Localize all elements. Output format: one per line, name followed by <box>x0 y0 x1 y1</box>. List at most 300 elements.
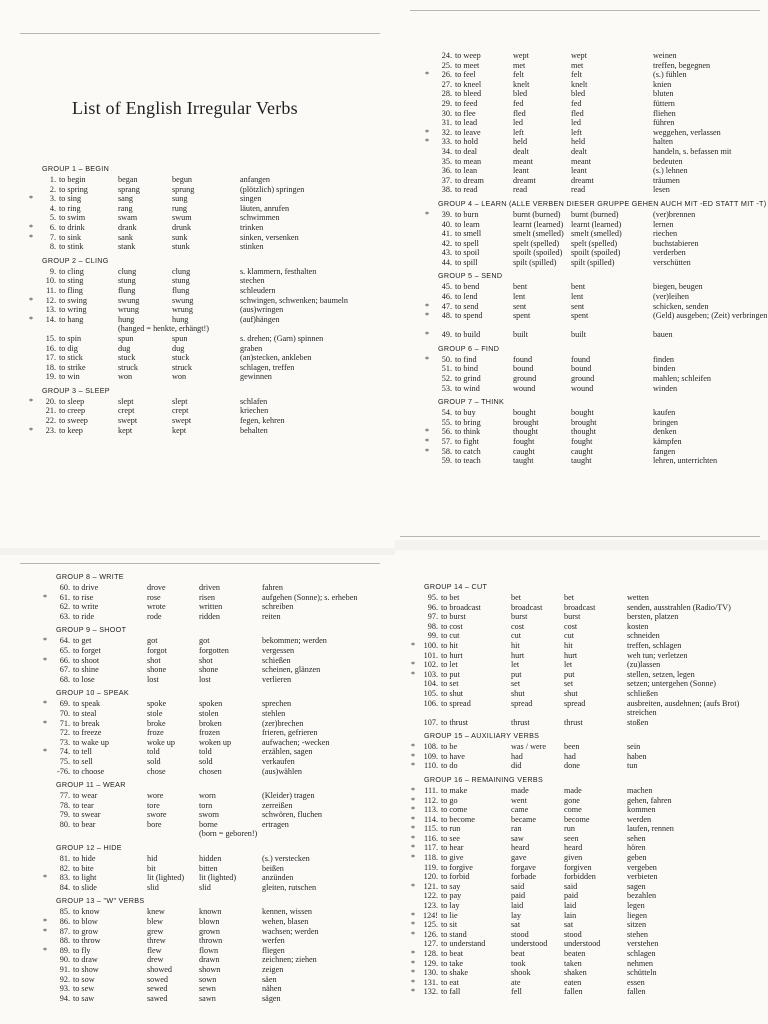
past-participle: spread <box>564 698 586 708</box>
verb-number: 114. <box>423 814 438 824</box>
verb-row <box>42 324 210 334</box>
past-participle: taught <box>571 456 592 466</box>
verb-row <box>425 301 766 312</box>
past-participle: given <box>564 853 583 863</box>
verb-number: 97. <box>427 612 438 622</box>
verb-row <box>411 843 646 853</box>
infinitive: to dream <box>455 175 484 185</box>
past-participle: said <box>564 881 578 891</box>
past-simple: got <box>147 636 158 646</box>
past-participle: worn <box>199 791 216 801</box>
past-simple: kept <box>118 425 133 435</box>
german-meaning: sprechen <box>262 699 292 709</box>
verb-number: 59. <box>441 456 452 466</box>
infinitive: to kneel <box>455 79 482 89</box>
infinitive: to lend <box>455 292 478 302</box>
past-participle: blown <box>199 917 220 927</box>
star-marker: * <box>29 222 34 232</box>
verb-row <box>411 640 682 651</box>
star-marker: * <box>411 824 416 834</box>
infinitive: to build <box>455 330 481 340</box>
group-heading: GROUP 2 – CLING <box>42 255 109 265</box>
verb-row <box>423 862 657 873</box>
verb-row <box>56 955 317 965</box>
infinitive: to break <box>73 718 100 728</box>
infinitive: to sweep <box>59 416 88 426</box>
infinitive: to catch <box>455 446 481 456</box>
past-simple: (hanged = henkte, erhängt!) <box>118 324 210 334</box>
verb-number: 37. <box>441 175 452 185</box>
past-simple: was / were <box>511 742 547 752</box>
past-participle: slid <box>199 882 211 892</box>
past-simple: found <box>513 354 533 364</box>
verb-number: 89. <box>59 945 70 955</box>
verb-number: 29. <box>441 98 452 108</box>
verb-number: 3. <box>49 194 56 204</box>
verb-number: 119. <box>423 862 438 872</box>
verb-number: 95. <box>427 593 438 602</box>
past-participle: thrust <box>564 717 583 727</box>
verb-row <box>425 354 766 365</box>
infinitive: to sting <box>59 276 84 286</box>
past-simple: tore <box>147 800 160 810</box>
verb-row <box>56 810 323 820</box>
past-simple: drank <box>118 222 137 232</box>
verb-number: 26. <box>441 70 452 80</box>
past-participle: burnt (burned) <box>571 209 619 219</box>
verb-row <box>42 353 312 363</box>
verb-row <box>29 295 349 306</box>
verb-row <box>56 674 292 685</box>
past-simple: lent <box>513 292 526 302</box>
german-meaning: (auf)hängen <box>240 314 280 324</box>
verb-number: 90. <box>59 955 70 965</box>
verb-number: 46. <box>441 292 452 302</box>
verb-row <box>425 209 766 220</box>
german-meaning: verderben <box>653 248 686 258</box>
past-participle: broken <box>199 718 222 728</box>
infinitive: to hang <box>59 314 84 324</box>
german-meaning: säen <box>262 974 277 984</box>
verb-number: 55. <box>441 417 452 427</box>
infinitive: to swing <box>59 295 87 305</box>
german-meaning: machen <box>627 785 653 795</box>
german-meaning: weh tun; verletzen <box>627 650 688 660</box>
german-meaning: (plötzlich) springen <box>240 184 305 194</box>
star-marker: * <box>411 669 416 679</box>
past-simple: ground <box>513 374 537 384</box>
infinitive: to feed <box>455 98 478 108</box>
verb-number: 79. <box>59 810 70 820</box>
infinitive: to ring <box>59 203 81 213</box>
past-participle: grown <box>199 926 220 936</box>
past-participle: written <box>199 602 223 612</box>
infinitive: to wake up <box>73 737 109 747</box>
past-participle: dealt <box>571 146 587 156</box>
infinitive: to stink <box>59 242 84 252</box>
infinitive: to grind <box>455 374 481 384</box>
past-simple: froze <box>147 728 164 738</box>
german-meaning: bekommen; werden <box>262 636 327 646</box>
verb-number: 109. <box>423 751 438 761</box>
verb-row <box>438 364 766 374</box>
infinitive: to sell <box>73 756 93 766</box>
past-simple: wore <box>147 791 164 801</box>
star-marker: * <box>43 917 48 927</box>
verb-number: 115. <box>423 824 438 834</box>
past-participle: flung <box>172 285 190 295</box>
german-meaning: fliehen <box>653 108 676 118</box>
group-heading: GROUP 14 – CUT <box>424 582 488 591</box>
verb-number: 4. <box>49 203 56 213</box>
german-meaning: finden <box>653 354 674 364</box>
infinitive: to light <box>73 873 97 883</box>
infinitive: to smell <box>455 229 482 239</box>
verb-row <box>438 248 766 258</box>
verb-row <box>29 194 262 204</box>
past-simple: struck <box>118 362 139 372</box>
infinitive: to lie <box>441 910 458 920</box>
verb-number: 16. <box>45 343 56 353</box>
infinitive: to set <box>441 679 459 689</box>
verb-number: 23. <box>45 425 56 435</box>
past-simple: became <box>511 814 536 824</box>
infinitive: to bleed <box>455 89 482 99</box>
german-meaning: bezahlen <box>627 891 657 901</box>
verb-number: 42. <box>441 238 452 248</box>
verb-number: 15. <box>45 333 56 343</box>
past-simple: thought <box>513 427 539 437</box>
past-participle: bound <box>571 364 592 374</box>
german-meaning: verstehen <box>627 939 659 949</box>
verb-number: 77. <box>59 791 70 801</box>
verb-number: -76. <box>57 766 70 776</box>
german-meaning: vergeben <box>627 862 657 872</box>
infinitive: to wear <box>73 791 98 801</box>
infinitive: to grow <box>73 926 99 936</box>
star-marker: * <box>43 636 48 646</box>
past-simple: woke up <box>147 737 175 747</box>
german-meaning: handeln, s. befassen mit <box>653 146 732 156</box>
infinitive: to lead <box>455 118 478 128</box>
german-meaning: kosten <box>627 621 649 631</box>
german-meaning: zeigen <box>262 965 284 974</box>
verb-number: 58. <box>441 446 452 456</box>
verb-row <box>56 611 281 622</box>
verb-row <box>29 232 299 243</box>
german-meaning: denken <box>653 427 677 437</box>
german-meaning: wachsen; werden <box>262 926 319 936</box>
german-meaning: (ver)leihen <box>653 292 689 302</box>
german-meaning: zerreißen <box>262 800 293 810</box>
german-meaning: ausbreiten, ausdehnen; (aufs Brot) streichen <box>627 698 740 718</box>
group-heading: GROUP 7 – THINK <box>438 397 505 407</box>
star-marker: * <box>411 761 416 771</box>
verb-number: 63. <box>59 611 70 621</box>
infinitive: to bear <box>73 819 96 829</box>
infinitive: to lose <box>73 674 95 684</box>
past-simple: fought <box>513 437 535 446</box>
star-marker: * <box>411 881 416 891</box>
past-participle: spelt (spelled) <box>571 238 618 248</box>
german-meaning: sägen <box>262 993 281 1003</box>
infinitive: to become <box>441 814 475 824</box>
verb-row <box>438 374 766 384</box>
verb-row <box>411 958 653 969</box>
verb-row <box>423 688 658 699</box>
star-marker: * <box>29 194 34 204</box>
verb-number: 126. <box>423 929 438 939</box>
past-participle: hung <box>172 314 189 324</box>
past-participle: drawn <box>199 955 220 965</box>
verb-number: 36. <box>441 166 452 176</box>
past-simple: burst <box>511 612 528 622</box>
past-participle: sewn <box>199 984 216 994</box>
past-simple: built <box>513 330 529 340</box>
infinitive: to find <box>455 354 477 364</box>
past-participle: built <box>571 330 587 340</box>
german-meaning: verlieren <box>262 674 292 684</box>
verb-number: 34. <box>441 146 452 156</box>
past-simple: met <box>513 60 526 70</box>
past-simple: dealt <box>513 146 529 156</box>
verb-row <box>411 751 647 762</box>
infinitive: to drink <box>59 222 85 232</box>
infinitive: to feel <box>455 70 476 80</box>
past-participle: set <box>564 679 574 689</box>
infinitive: to forbid <box>441 872 470 882</box>
infinitive: to begin <box>59 175 86 184</box>
verb-number: 30. <box>441 108 452 118</box>
past-participle: known <box>199 907 222 917</box>
past-participle: beaten <box>564 949 586 958</box>
verb-row <box>424 602 731 613</box>
verb-number: 54. <box>441 408 452 418</box>
german-meaning: stellen, setzen, legen <box>627 669 695 679</box>
past-participle: burst <box>564 612 581 622</box>
verb-row <box>56 665 321 675</box>
past-simple: told <box>147 747 160 757</box>
infinitive: to sink <box>59 232 82 242</box>
group-heading: GROUP 12 – HIDE <box>56 843 122 853</box>
german-meaning: kennen, wissen <box>262 907 313 917</box>
past-simple: showed <box>147 965 173 974</box>
verb-number: 74. <box>59 747 70 757</box>
past-participle: seen <box>564 833 579 843</box>
past-simple: laid <box>511 901 524 911</box>
german-meaning: singen <box>240 194 262 204</box>
infinitive: to leave <box>455 127 481 137</box>
german-meaning: graben <box>240 343 263 353</box>
german-meaning: schleudern <box>240 285 276 295</box>
german-meaning: winden <box>653 383 678 393</box>
verb-number: 53. <box>441 383 452 393</box>
past-participle: spoilt (spoiled) <box>571 248 621 258</box>
infinitive: to stick <box>59 353 83 363</box>
german-meaning: (an)stecken, ankleben <box>240 353 312 363</box>
past-participle: spun <box>172 333 188 343</box>
past-simple: bought <box>513 408 536 418</box>
past-participle: fallen <box>564 987 583 997</box>
german-meaning: treffen, schlagen <box>627 640 682 650</box>
infinitive: to eat <box>441 977 459 987</box>
verb-row <box>56 965 284 975</box>
past-simple: said <box>511 881 525 891</box>
infinitive: to meet <box>455 60 480 70</box>
star-marker: * <box>43 945 48 955</box>
verb-number: 82. <box>59 863 70 873</box>
past-participle: bent <box>571 282 586 292</box>
past-simple: fed <box>513 98 524 108</box>
german-meaning: (s.) fühlen <box>653 70 687 80</box>
verb-row <box>425 437 766 447</box>
past-participle: sawn <box>199 993 216 1003</box>
verb-row <box>56 974 277 985</box>
past-simple: held <box>513 137 528 147</box>
past-simple: sang <box>118 194 134 204</box>
past-participle: sung <box>172 194 188 204</box>
past-participle: read <box>571 185 586 195</box>
verb-number: 24. <box>441 51 452 60</box>
verb-number: 67. <box>59 665 70 675</box>
verb-number: 57. <box>441 437 452 446</box>
german-meaning: fangen <box>653 446 676 456</box>
infinitive: to shine <box>73 665 99 675</box>
verb-number: 25. <box>441 60 452 70</box>
past-simple: bent <box>513 282 528 292</box>
infinitive: to sit <box>441 920 458 930</box>
star-marker: * <box>29 232 34 242</box>
past-participle: told <box>199 747 212 757</box>
past-participle: woken up <box>199 737 232 747</box>
infinitive: to wring <box>59 305 87 315</box>
verb-number: 69. <box>59 699 70 709</box>
past-simple: ate <box>511 977 521 987</box>
past-simple: caught <box>513 446 535 456</box>
infinitive: to throw <box>73 936 101 946</box>
past-simple: gave <box>511 853 527 863</box>
infinitive: to burn <box>455 209 479 219</box>
german-meaning: stoßen <box>627 717 649 727</box>
verb-row <box>42 305 284 315</box>
past-simple: saw <box>511 833 524 843</box>
verb-number: 19. <box>45 372 56 382</box>
verb-number: 60. <box>59 583 70 592</box>
german-meaning: biegen, beugen <box>653 282 703 292</box>
verb-row <box>56 863 284 874</box>
verb-row <box>423 717 649 728</box>
verb-number: 50. <box>441 354 452 364</box>
verb-row <box>56 708 286 719</box>
past-participle: sown <box>199 974 217 984</box>
german-meaning: binden <box>653 364 676 374</box>
german-meaning: erzählen, sagen <box>262 747 313 757</box>
german-meaning: füttern <box>653 98 675 108</box>
german-meaning: (aus)wählen <box>262 766 303 776</box>
german-meaning: verbieten <box>627 872 658 882</box>
verb-row <box>411 660 661 670</box>
infinitive: to cost <box>441 621 463 631</box>
verb-row <box>423 939 659 949</box>
infinitive: to sing <box>59 194 82 204</box>
star-marker: * <box>411 929 416 939</box>
past-participle: done <box>564 761 580 771</box>
infinitive: to spin <box>59 333 82 343</box>
verb-row <box>411 987 646 997</box>
verb-number: 64. <box>59 636 70 646</box>
infinitive: to slide <box>73 882 97 892</box>
verb-row <box>42 333 324 344</box>
verb-number: 72. <box>59 728 70 738</box>
german-meaning: bersten, platzen <box>627 612 679 622</box>
past-simple: sowed <box>147 974 168 984</box>
infinitive: to spring <box>59 184 88 194</box>
verb-row <box>411 669 695 680</box>
verb-row <box>56 882 317 893</box>
past-simple: cut <box>511 631 522 641</box>
past-simple: came <box>511 805 529 815</box>
page-edge-line <box>400 536 760 537</box>
past-simple: grew <box>147 926 164 936</box>
infinitive: to bet <box>441 593 460 602</box>
verb-row <box>438 89 766 99</box>
infinitive: to spoil <box>455 248 480 258</box>
german-meaning: s. drehen; (Garn) spinnen <box>240 333 324 343</box>
german-meaning: frieren, gefrieren <box>262 728 318 738</box>
past-simple: read <box>513 185 528 195</box>
past-participle: understood <box>564 939 601 949</box>
past-participle: taken <box>564 958 582 968</box>
german-meaning: riechen <box>653 229 678 239</box>
german-meaning: schwimmen <box>240 213 280 223</box>
past-participle: lost <box>199 674 211 684</box>
past-participle: let <box>564 660 573 670</box>
verb-row <box>425 446 766 457</box>
past-participle: stolen <box>199 708 219 718</box>
verb-row <box>42 343 263 354</box>
verb-number: 2. <box>49 184 56 194</box>
german-meaning: behalten <box>240 425 268 435</box>
verb-number: 98. <box>427 621 438 631</box>
german-meaning: träumen <box>653 175 680 185</box>
past-simple: forgave <box>511 862 536 872</box>
infinitive: to mean <box>455 156 482 166</box>
verb-number: 61. <box>59 592 70 602</box>
infinitive: to come <box>441 805 468 815</box>
past-simple: dug <box>118 343 131 353</box>
german-meaning: s. klammern, festhalten <box>240 266 317 276</box>
german-meaning: sagen <box>627 881 646 891</box>
star-marker: * <box>43 873 48 883</box>
past-participle: sunk <box>172 232 188 242</box>
german-meaning: setzen; untergehen (Sonne) <box>627 679 716 689</box>
group-heading: GROUP 16 – REMAINING VERBS <box>424 774 544 784</box>
star-marker: * <box>411 833 416 843</box>
infinitive: to bind <box>455 364 478 374</box>
verb-number: 130. <box>423 968 438 978</box>
german-meaning: (zu)lassen <box>627 660 661 670</box>
past-simple: broke <box>147 718 166 728</box>
past-participle: sprung <box>172 184 195 194</box>
german-meaning: weinen <box>653 51 677 60</box>
verb-number: 120. <box>423 872 438 882</box>
verb-number: 86. <box>59 917 70 927</box>
star-marker: * <box>411 814 416 824</box>
verb-row <box>29 222 264 233</box>
past-simple: sprang <box>118 184 140 194</box>
past-participle: swung <box>172 295 194 305</box>
infinitive: to sew <box>73 984 95 994</box>
